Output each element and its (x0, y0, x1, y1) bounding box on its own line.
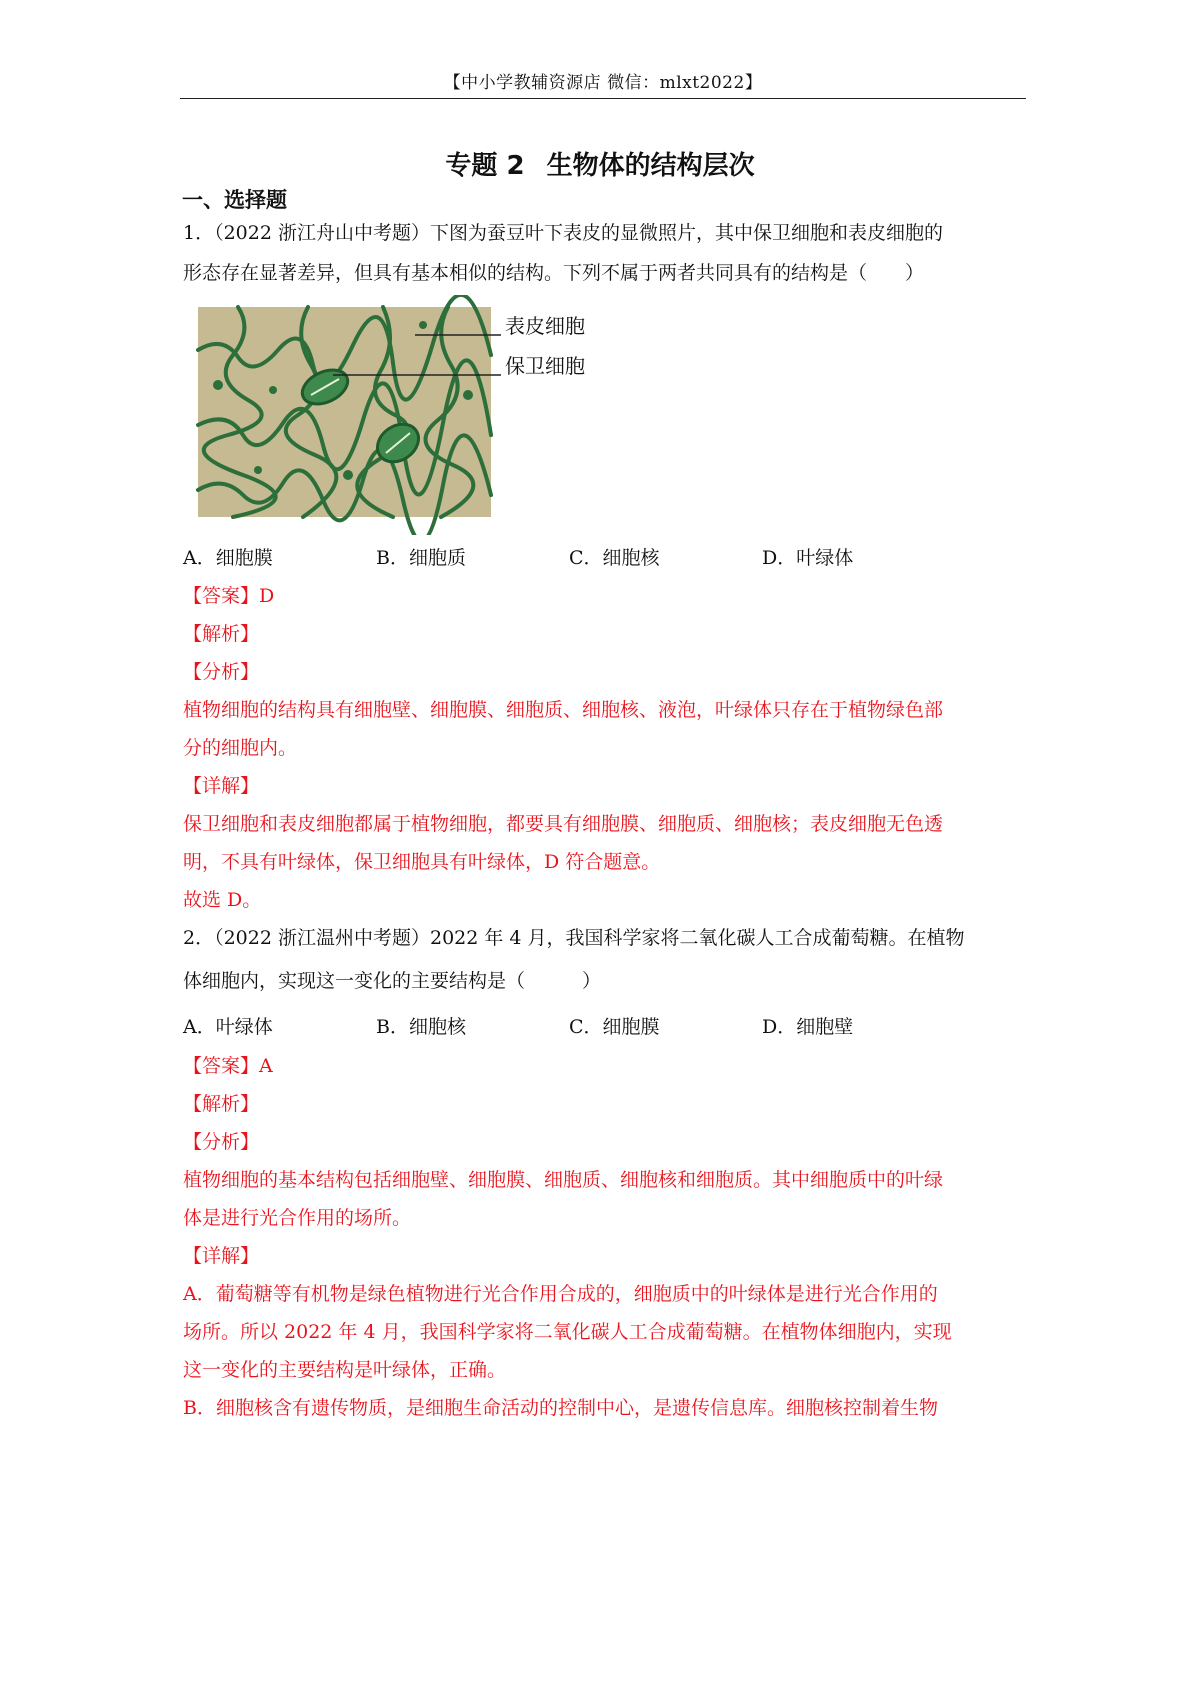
q2-option-a[interactable]: A．叶绿体 (183, 1016, 273, 1038)
leaf-epidermis-micrograph (183, 295, 503, 535)
q2-detail-b-line-1: B．细胞核含有遗传物质，是细胞生命活动的控制中心，是遗传信息库。细胞核控制着生物 (183, 1397, 938, 1419)
section-heading: 一、选择题 (182, 188, 287, 212)
page-header: 【中小学教辅资源店 微信：mlxt2022】 (443, 73, 763, 93)
title-number: 专题 2 (445, 151, 525, 181)
q1-option-c[interactable]: C．细胞核 (569, 547, 660, 569)
q1-conclusion: 故选 D。 (183, 889, 262, 911)
q1-fenxi-label: 【分析】 (183, 661, 260, 683)
q1-stem-line-1: 1．（2022 浙江舟山中考题）下图为蚕豆叶下表皮的显微照片，其中保卫细胞和表皮细胞的 (183, 222, 943, 244)
q1-option-a[interactable]: A．细胞膜 (183, 547, 273, 569)
q1-detail-line-1: 保卫细胞和表皮细胞都属于植物细胞，都要具有细胞膜、细胞质、细胞核；表皮细胞无色透 (183, 813, 944, 835)
q1-analysis-line-1: 植物细胞的结构具有细胞壁、细胞膜、细胞质、细胞核、液泡，叶绿体只存在于植物绿色部 (183, 699, 944, 721)
q2-jiexi-label: 【解析】 (183, 1093, 260, 1115)
q2-detail-a-line-1: A．葡萄糖等有机物是绿色植物进行光合作用合成的，细胞质中的叶绿体是进行光合作用的 (183, 1283, 938, 1305)
q2-option-c[interactable]: C．细胞膜 (569, 1016, 660, 1038)
q2-fenxi-label: 【分析】 (183, 1131, 260, 1153)
q2-option-b[interactable]: B．细胞核 (376, 1016, 466, 1038)
q2-detail-a-line-2: 场所。所以 2022 年 4 月，我国科学家将二氧化碳人工合成葡萄糖。在植物体细胞内，实现 (183, 1321, 952, 1343)
q1-jiexi-label: 【解析】 (183, 623, 260, 645)
q1-option-d[interactable]: D．叶绿体 (762, 547, 854, 569)
label-epidermal-cell: 表皮细胞 (505, 314, 585, 338)
q1-analysis-line-2: 分的细胞内。 (183, 737, 298, 759)
page-title (0, 145, 1200, 182)
header-rule (180, 98, 1026, 99)
label-guard-cell: 保卫细胞 (505, 354, 585, 378)
q2-stem-line-2: 体细胞内，实现这一变化的主要结构是（ ） (183, 970, 602, 992)
q1-xiangjie-label: 【详解】 (183, 775, 260, 797)
title-text: 生物体的结构层次 (546, 151, 755, 181)
q1-option-b[interactable]: B．细胞质 (376, 547, 466, 569)
q2-option-d[interactable]: D．细胞壁 (762, 1016, 854, 1038)
q2-analysis-line-1: 植物细胞的基本结构包括细胞壁、细胞膜、细胞质、细胞核和细胞质。其中细胞质中的叶绿 (183, 1169, 944, 1191)
micrograph-figure (183, 295, 503, 535)
q2-stem-line-1: 2．（2022 浙江温州中考题）2022 年 4 月，我国科学家将二氧化碳人工合成葡萄糖。在植物 (183, 927, 965, 949)
q1-stem-line-2: 形态存在显著差异，但具有基本相似的结构。下列不属于两者共同具有的结构是（ ） (183, 262, 925, 284)
q1-detail-line-2: 明，不具有叶绿体，保卫细胞具有叶绿体，D 符合题意。 (183, 851, 661, 873)
q2-analysis-line-2: 体是进行光合作用的场所。 (183, 1207, 412, 1229)
q2-xiangjie-label: 【详解】 (183, 1245, 260, 1267)
q2-answer: 【答案】A (183, 1055, 273, 1077)
q2-detail-a-line-3: 这一变化的主要结构是叶绿体，正确。 (183, 1359, 507, 1381)
q1-answer: 【答案】D (183, 585, 275, 607)
